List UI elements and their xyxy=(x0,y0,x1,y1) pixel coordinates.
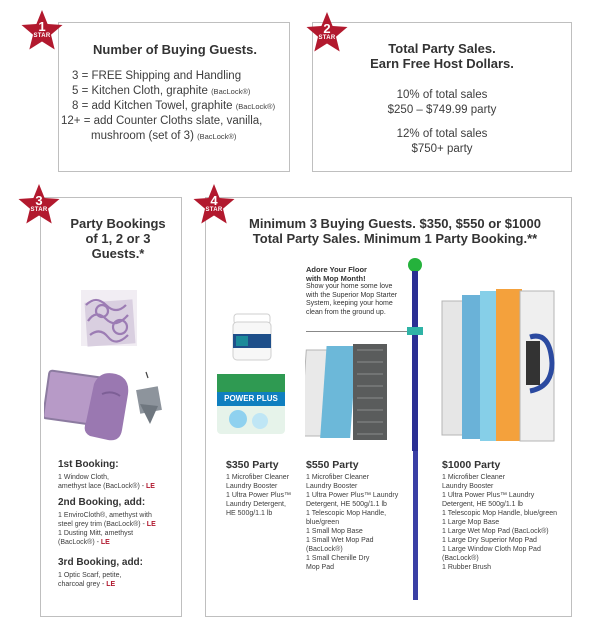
small-mop-pads-image xyxy=(305,340,405,446)
tier1-range: $250 – $749.99 party xyxy=(387,104,497,116)
guest-line-8: 8 = add Kitchen Towel, graphite (BacLock®) xyxy=(72,100,276,112)
booking3-items: 1 Optic Scarf, petite, charcoal grey - LE xyxy=(58,572,122,588)
booking2-heading: 2nd Booking, add: xyxy=(58,497,146,508)
tier-1000-items: 1 Microfiber Cleaner Laundry Booster 1 Ultra Power Plus™ Laundry Detergent, HE 500g/1.1 lb 1 Telescopic Mop Handle, blue/green 1 Large Mop Base 1 Large Wet Mop Pad (BacLock®) 1 Large Dry Superior Mop Pad 1 Large Window Cloth Mop Pad (BacLock®) 1 Rubber Brush xyxy=(442,474,558,571)
guest-line-5: 5 = Kitchen Cloth, graphite (BacLock®) xyxy=(72,85,251,97)
star-number: 3 xyxy=(35,193,43,208)
panel-title: Minimum 3 Buying Guests. $350, $550 or $1000 Total Party Sales. Minimum 1 Party Booking.** xyxy=(249,216,541,246)
star-label: STAR xyxy=(318,35,336,41)
tier-350-price: $350 Party xyxy=(226,459,279,471)
star-label: STAR xyxy=(33,33,51,39)
tier2-pct: 12% of total sales xyxy=(396,128,488,140)
star-badge-1 xyxy=(20,9,64,53)
promo-text: Adore Your Floor with Mop Month! Show your home some love with the Superior Mop Starter System, keeping your home clean from the ground up. xyxy=(306,265,398,316)
booking2-items: 1 EnviroCloth®, amethyst with steel grey trim (BacLock®) - LE 1 Dusting Mitt, amethyst (BacLock®) - LE xyxy=(58,512,156,546)
star-label: STAR xyxy=(205,207,223,213)
envirocloth-mitt-scarf-image xyxy=(44,364,172,444)
tier1-pct: 10% of total sales xyxy=(396,89,488,101)
tier-550-price: $550 Party xyxy=(306,459,359,471)
large-mop-pads-image xyxy=(440,287,568,447)
bag-label: POWER PLUS xyxy=(224,394,278,403)
panel-title: Number of Buying Guests. xyxy=(93,42,257,57)
tier-350-items: 1 Microfiber Cleaner Laundry Booster 1 Ultra Power Plus™ Laundry Detergent, HE 500g/1.1 lb xyxy=(226,474,291,517)
booking3-heading: 3rd Booking, add: xyxy=(58,557,143,568)
star-number: 2 xyxy=(323,21,331,36)
window-cloth-image xyxy=(80,289,138,347)
guest-line-3: 3 = FREE Shipping and Handling xyxy=(72,70,242,82)
guest-line-12: 12+ = add Counter Cloths slate, vanilla, xyxy=(61,115,263,127)
power-plus-bag-image xyxy=(216,373,286,435)
star-label: STAR xyxy=(30,207,48,213)
laundry-booster-image xyxy=(230,312,274,362)
panel-title: Party Bookings of 1, 2 or 3 Guests.* xyxy=(70,216,166,261)
star-number: 4 xyxy=(210,193,218,208)
booking1-heading: 1st Booking: xyxy=(58,459,119,470)
tier-1000-price: $1000 Party xyxy=(442,459,501,471)
star-number: 1 xyxy=(38,19,46,34)
panel-title: Total Party Sales. Earn Free Host Dollars. xyxy=(370,41,514,71)
booking1-item: 1 Window Cloth, amethyst lace (BacLock®) - LE xyxy=(58,474,155,490)
star-badge-3 xyxy=(17,183,61,227)
guest-line-12-cont: mushroom (set of 3) (BacLock®) xyxy=(91,130,237,142)
tier-550-items: 1 Microfiber Cleaner Laundry Booster 1 Ultra Power Plus™ Laundry Detergent, HE 500g/1.1 lb 1 Telescopic Mop Handle, blue/green 1 Small Mop Base 1 Small Wet Mop Pad (BacLock®) 1 Small Chenille Dry Mop Pad xyxy=(306,474,399,571)
tier2-range: $750+ party xyxy=(411,143,473,155)
